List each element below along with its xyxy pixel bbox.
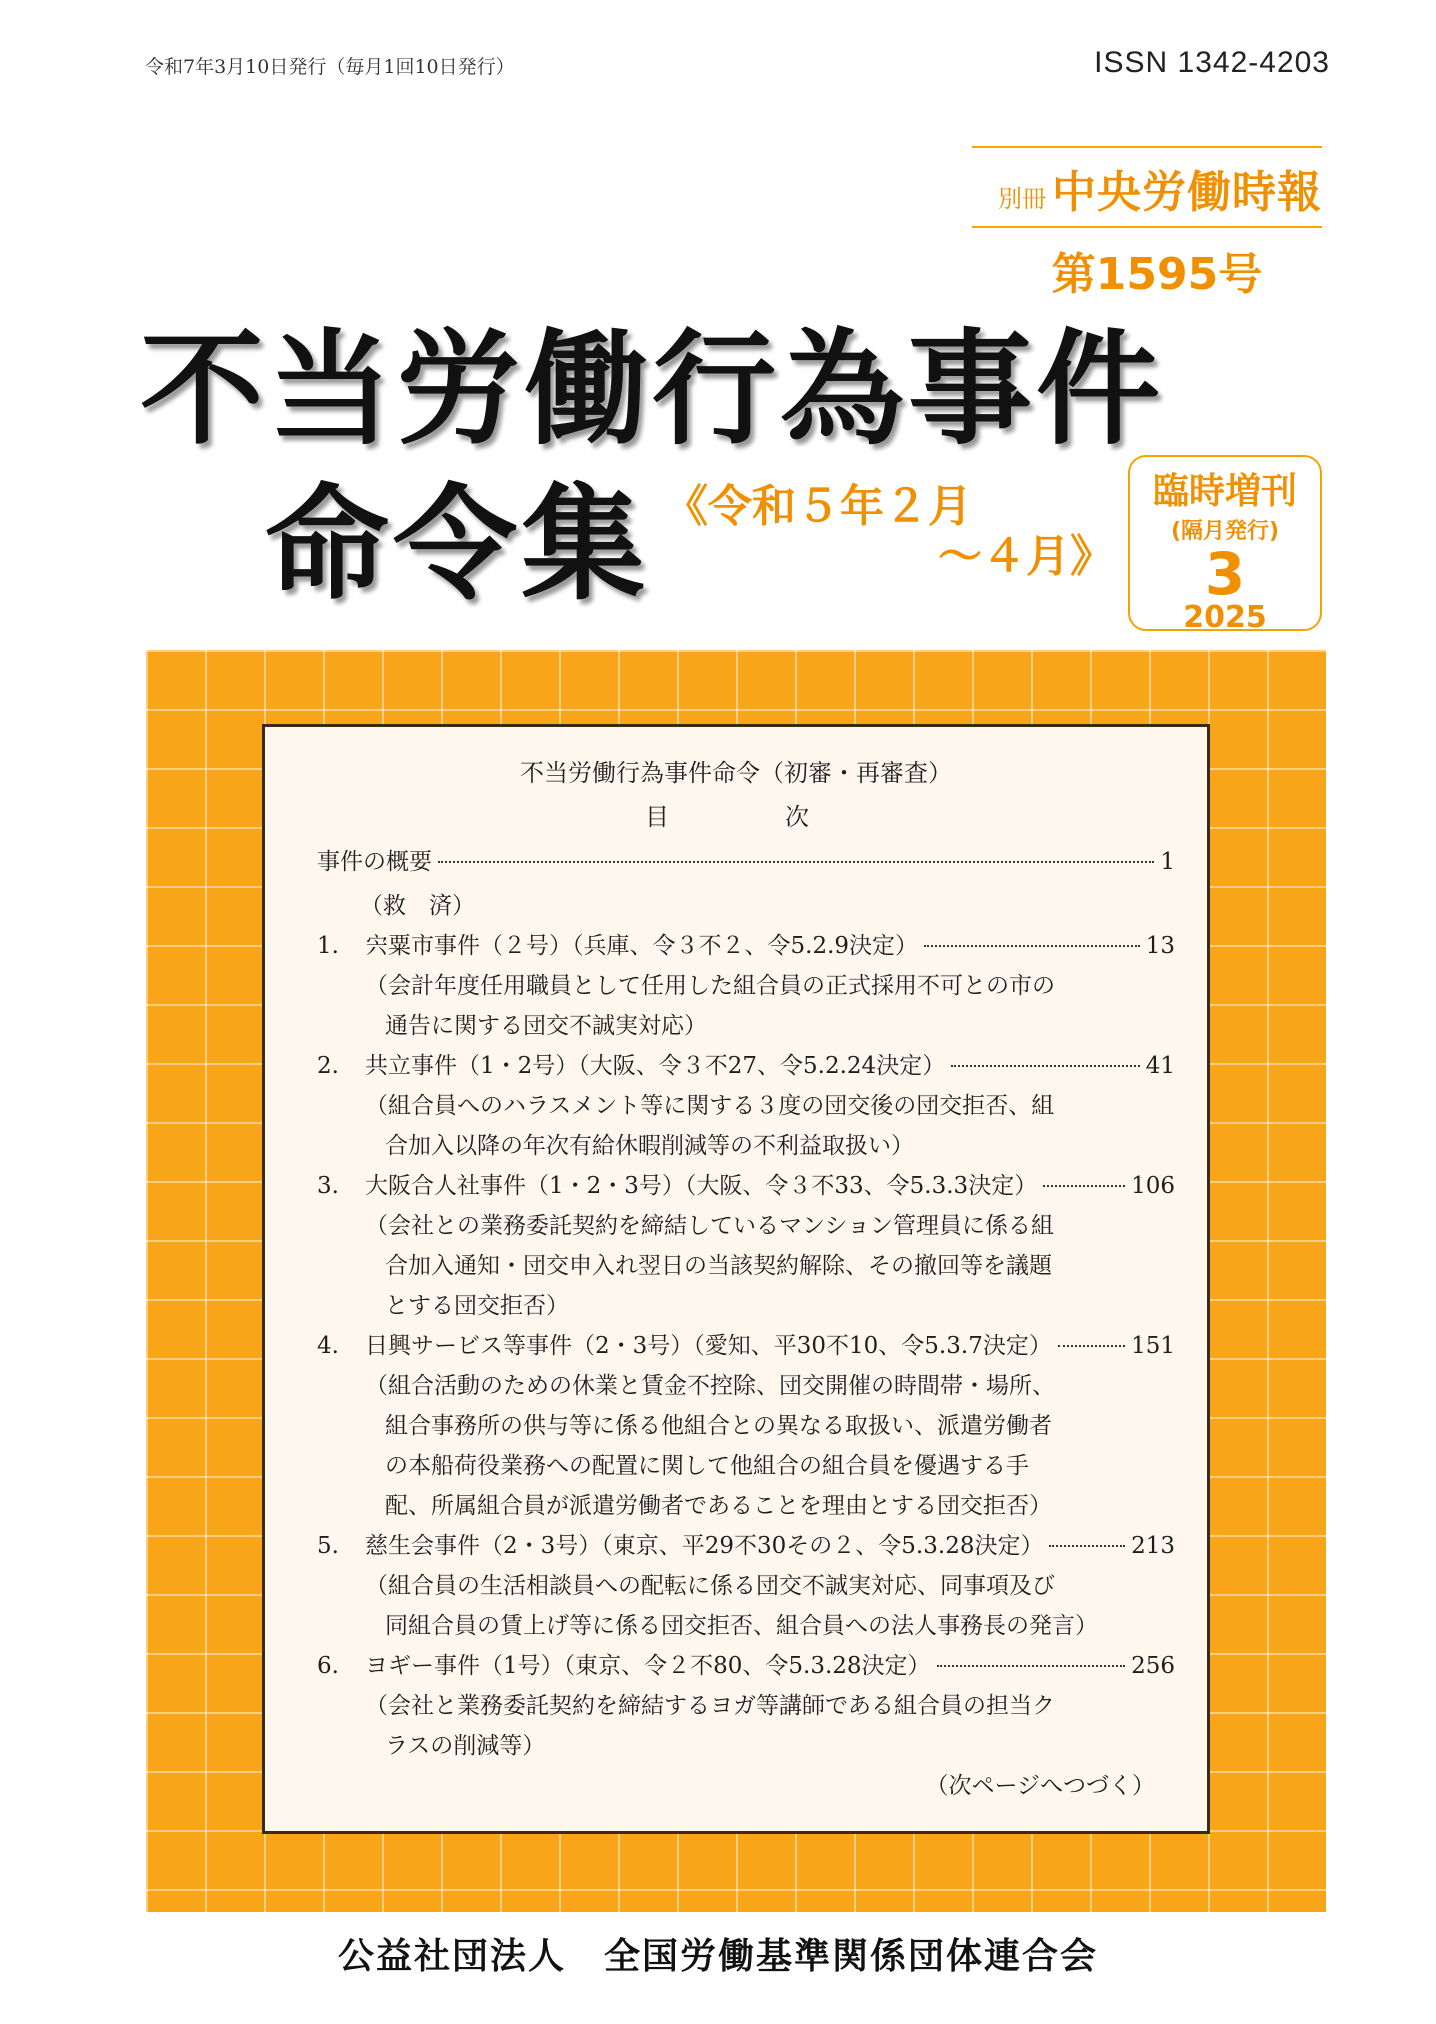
toc-entry-title: 慈生会事件（2・3号）（東京、平29不30その２、令5.3.28決定） (365, 1533, 1044, 1559)
toc-entry-page: 41 (1145, 1053, 1175, 1079)
toc-entry-desc: （組合員へのハラスメント等に関する３度の団交後の団交拒否、組 (365, 1093, 1055, 1119)
publication-date: 令和7年3月10日発行（毎月1回10日発行） (145, 56, 515, 78)
magazine-name-row (972, 148, 1322, 226)
toc-entry-title: ヨギー事件（1号）（東京、令２不80、令5.3.28決定） (365, 1653, 931, 1679)
toc-entry-page: 106 (1131, 1173, 1175, 1199)
toc-entry-desc: 合加入以降の年次有給休暇削減等の不利益取扱い） (385, 1133, 914, 1159)
toc-entry (317, 1647, 1175, 1680)
toc-leader-dots (951, 1065, 1140, 1067)
toc-entry-title: 共立事件（1・2号）（大阪、令３不27、令5.2.24決定） (365, 1053, 946, 1079)
publisher-name: 公益社団法人 全国労働基準関係団体連合会 (337, 1936, 1098, 1977)
toc-entry-number: 3. (317, 1173, 339, 1199)
title-line-1: 不当労働行為事件 (140, 317, 1165, 462)
table-of-contents (262, 724, 1210, 1834)
toc-entry (317, 1047, 1175, 1080)
toc-entry-page: 213 (1131, 1533, 1175, 1559)
toc-section-label: （救 済） (360, 893, 475, 919)
toc-leader-dots (1049, 1545, 1125, 1547)
toc-entry-desc: の本船荷役業務への配置に関して他組合の組合員を優遇する手 (385, 1453, 1029, 1479)
toc-mokuji: 目次 (645, 803, 925, 831)
toc-leader-dots (937, 1665, 1126, 1667)
toc-entry-desc: 配、所属組合員が派遣労働者であることを理由とする団交拒否） (385, 1493, 1052, 1519)
toc-leader-dots (1043, 1185, 1125, 1187)
toc-entry-desc: （組合員の生活相談員への配転に係る団交不誠実対応、同事項及び (365, 1573, 1055, 1599)
toc-entry (317, 1527, 1175, 1560)
period-line-1: 《令和５年２月 (664, 481, 972, 532)
toc-entry-number: 4. (317, 1333, 339, 1359)
toc-entry-desc: 合加入通知・団交申入れ翌日の当該契約解除、その撤回等を議題 (385, 1253, 1052, 1279)
bessatsu-label: 別冊 (998, 185, 1046, 213)
special-issue-number: 3 (1204, 540, 1246, 608)
toc-entry-desc: 通告に関する団交不誠実対応） (385, 1013, 707, 1039)
issn-number: ISSN 1342-4203 (1094, 46, 1330, 79)
special-issue-label: 臨時増刊 (1152, 471, 1297, 512)
toc-entry (317, 1327, 1175, 1360)
toc-entry-title: 宍粟市事件（２号）（兵庫、令３不２、令5.2.9決定） (365, 933, 919, 959)
toc-heading: 不当労働行為事件命令（初審・再審査） (520, 759, 952, 787)
toc-entry-desc: （会社と業務委託契約を締結するヨガ等講師である組合員の担当ク (365, 1693, 1055, 1719)
toc-entry-page: 256 (1131, 1653, 1175, 1679)
toc-leader-dots (924, 945, 1140, 947)
toc-entry-number: 2. (317, 1053, 339, 1079)
period-line-2: ～４月》 (938, 531, 1114, 582)
toc-entry (317, 1167, 1175, 1200)
toc-entry-desc: （組合活動のための休業と賃金不控除、団交開催の時間帯・場所、 (365, 1373, 1055, 1399)
special-issue-year: 2025 (1183, 600, 1267, 635)
toc-entry-desc: （会社との業務委託契約を締結しているマンション管理員に係る組 (365, 1213, 1054, 1239)
toc-entry-desc: ラスの削減等） (385, 1733, 546, 1759)
magazine-block (972, 146, 1322, 302)
magazine-issue: 第1595号 (1051, 249, 1263, 300)
toc-entry-page: 13 (1145, 933, 1175, 959)
special-issue-box (1128, 455, 1322, 635)
toc-entry-page: 151 (1131, 1333, 1175, 1359)
toc-entry-number: 1. (317, 933, 339, 959)
toc-leader-dots (438, 861, 1154, 863)
toc-entry-desc: とする団交拒否） (385, 1293, 569, 1319)
toc-entry-title: 日興サービス等事件（2・3号）（愛知、平30不10、令5.3.7決定） (365, 1333, 1052, 1359)
toc-overview-label: 事件の概要 (317, 849, 432, 875)
toc-overview-page: 1 (1160, 849, 1175, 875)
toc-entry-desc: 組合事務所の供与等に係る他組合との異なる取扱い、派遣労働者 (385, 1413, 1052, 1439)
toc-entry-title: 大阪合人社事件（1・2・3号）（大阪、令３不33、令5.3.3決定） (365, 1173, 1038, 1199)
toc-entry-desc: 同組合員の賃上げ等に係る団交拒否、組合員への法人事務長の発言） (385, 1613, 1098, 1639)
toc-leader-dots (1058, 1345, 1125, 1347)
toc-entry-number: 5. (317, 1533, 339, 1559)
magazine-name: 中央労働時報 (1052, 167, 1322, 218)
toc-entry-desc: （会計年度任用職員として任用した組合員の正式採用不可との市の (365, 973, 1055, 999)
toc-continued-note: （次ページへつづく） (925, 1773, 1155, 1799)
toc-overview-line (317, 843, 1175, 876)
special-issue-frequency: (隔月発行) (1170, 519, 1280, 544)
toc-entry (317, 927, 1175, 960)
toc-entry-number: 6. (317, 1653, 339, 1679)
title-line-2: 命令集 (265, 472, 650, 617)
